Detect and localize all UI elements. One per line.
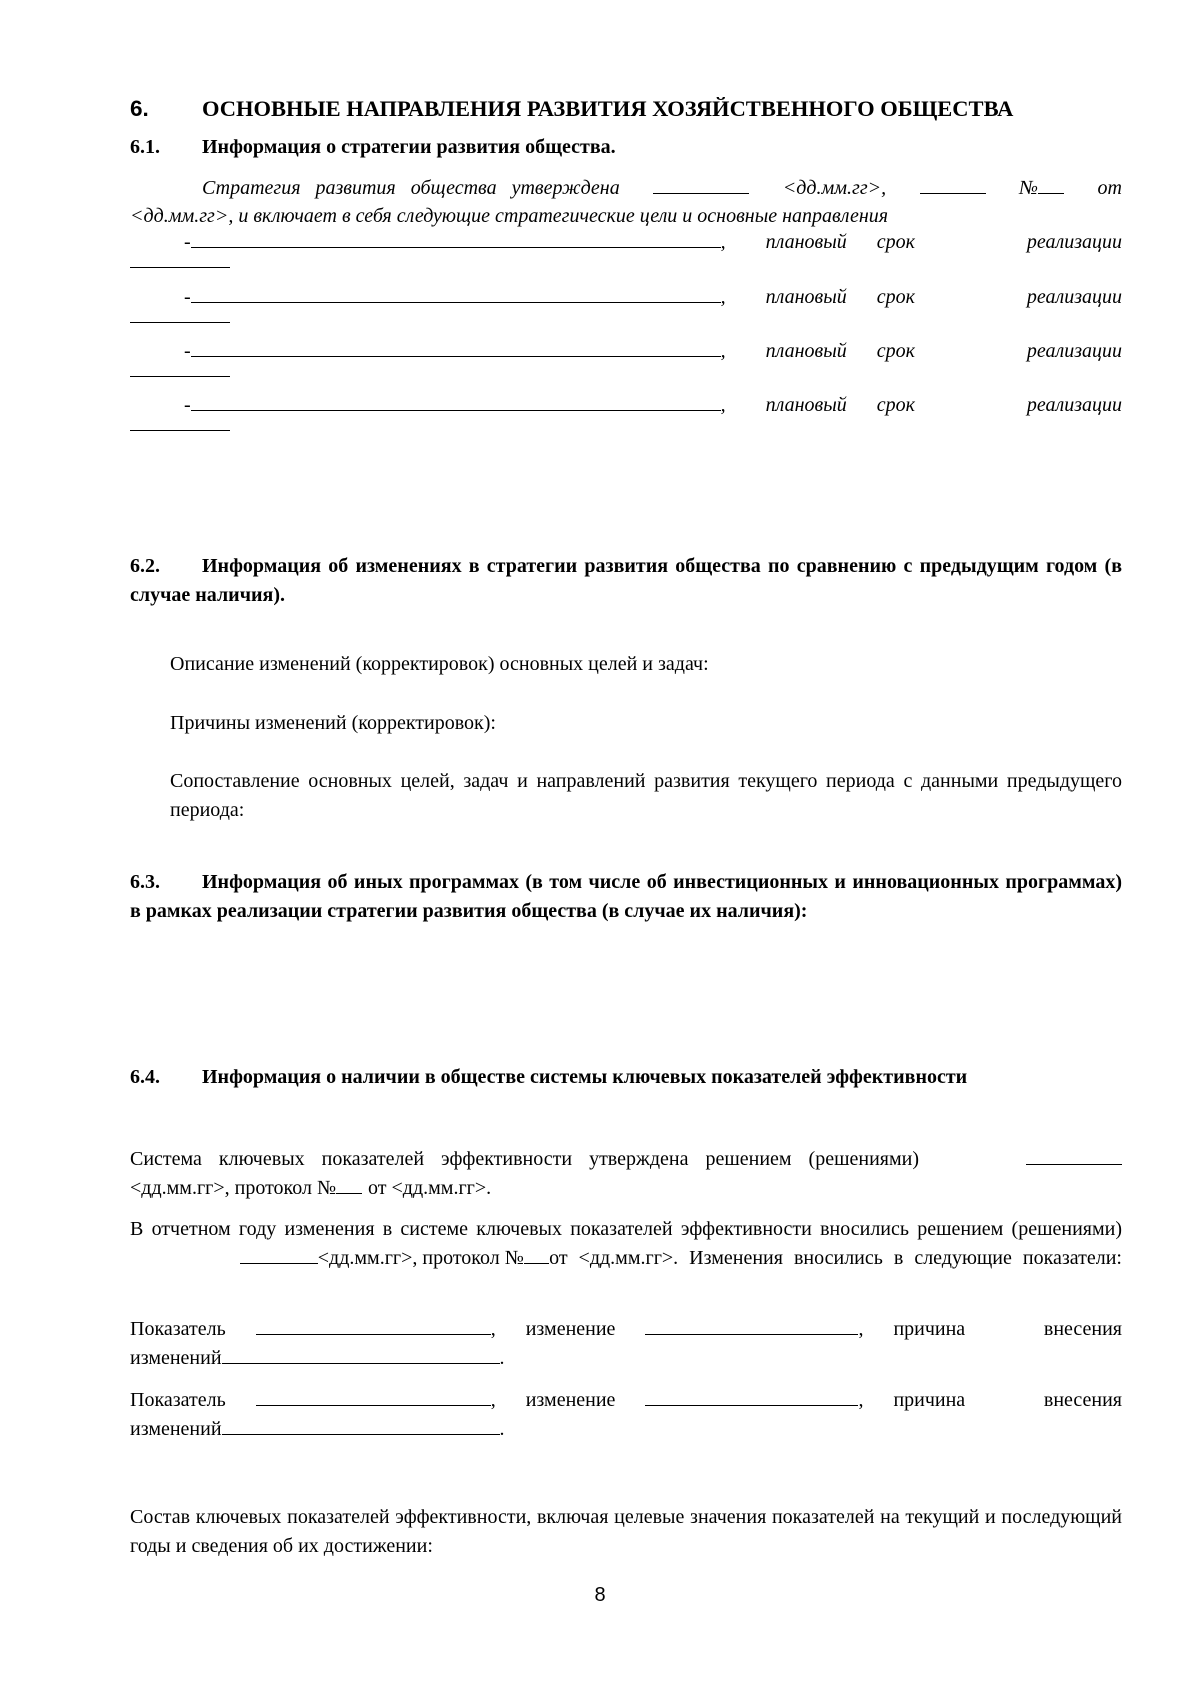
deadline-blank	[130, 420, 230, 431]
goal-line: - , плановый срок реализации	[130, 283, 1122, 323]
section-6-4-number: 6.4.	[130, 1066, 160, 1088]
kpi-composition-paragraph: Состав ключевых показателей эффективности, включая целевые значения показателей на текущий и последующий годы и сведения об их достижении:	[130, 1506, 1122, 1557]
approval-doc-blank	[920, 174, 986, 194]
kpi-changes-protocol-blank	[524, 1244, 549, 1264]
deadline-blank	[130, 366, 230, 377]
section-6-2-heading	[130, 552, 1122, 610]
kpi-protocol-number-blank	[336, 1174, 362, 1194]
indicator-reason-blank	[222, 1415, 500, 1435]
kpi-approval-text: Система ключевых показателей эффективности утверждена решением (решениями)	[130, 1148, 919, 1170]
goal-blank	[191, 337, 721, 357]
section-6-1-number: 6.1.	[130, 136, 160, 158]
document-page	[130, 0, 1122, 1697]
section-6-1-title: Информация о стратегии развития общества.	[202, 136, 616, 158]
strategy-approved-text: Стратегия развития общества утверждена	[202, 177, 620, 199]
deadline-blank	[130, 257, 230, 268]
indicator-change-blank	[645, 1315, 858, 1335]
changes-description-label: Описание изменений (корректировок) основных целей и задач:	[170, 653, 709, 675]
kpi-approval-body-blank	[1026, 1145, 1122, 1165]
goal-line: - , плановый срок реализации	[130, 391, 1122, 431]
indicator-reason-blank	[222, 1344, 500, 1364]
kpi-changes-body-blank	[240, 1244, 318, 1264]
indicator-change-blank	[645, 1386, 858, 1406]
deadline-blank	[130, 312, 230, 323]
section-6-3-title: Информация об иных программах (в том числе об инвестиционных и инновационных программах) в рамках реализации стратегии развития общества (в случае их наличия):	[130, 871, 1122, 922]
section-6-number: 6.	[130, 96, 149, 121]
goal-line: - , плановый срок реализации	[130, 337, 1122, 377]
indicator-name-blank	[256, 1315, 491, 1335]
from-word: от	[1097, 177, 1122, 199]
number-sign: №	[1019, 177, 1039, 199]
goal-line: - , плановый срок реализации	[130, 228, 1122, 268]
goals-comparison-label: Сопоставление основных целей, задач и направлений развития текущего периода с данными предыдущего периода:	[170, 770, 1122, 821]
kpi-changes-paragraph: В отчетном году изменения в системе ключевых показателей эффективности вносились решением (решениями) <дд.мм.гг>, протокол № от <дд.мм.гг>. Изменения вносились в следующие показатели:	[130, 1218, 1122, 1269]
section-6-1-heading	[130, 133, 1122, 162]
indicator-name-blank	[256, 1386, 491, 1406]
section-6-4-heading	[130, 1063, 1122, 1092]
kpi-approval-paragraph: Система ключевых показателей эффективности утверждена решением (решениями) <дд.мм.гг>, протокол № от <дд.мм.гг>.	[130, 1145, 1122, 1203]
goal-blank	[191, 283, 721, 303]
strategy-goals-intro: <дд.мм.гг>, и включает в себя следующие стратегические цели и основные направления	[130, 205, 889, 227]
protocol-number-blank	[1038, 174, 1064, 194]
goal-blank	[191, 391, 721, 411]
section-6-2-title: Информация об изменениях в стратегии развития общества по сравнению с предыдущим годом (в случае наличия).	[130, 555, 1122, 606]
changes-reasons-label: Причины изменений (корректировок):	[170, 712, 496, 734]
approval-date-placeholder: <дд.мм.гг>,	[782, 177, 887, 199]
section-6-heading	[130, 96, 1122, 122]
section-6-2-number: 6.2.	[130, 555, 160, 577]
section-6-4-title: Информация о наличии в обществе системы ключевых показателей эффективности	[202, 1066, 968, 1088]
page-number: 8	[594, 1584, 606, 1606]
indicator-row: Показатель , изменение , причина внесения изменений .	[130, 1315, 1122, 1373]
indicator-row: Показатель , изменение , причина внесения изменений .	[130, 1386, 1122, 1444]
section-6-3-heading	[130, 868, 1122, 926]
section-6-title: ОСНОВНЫЕ НАПРАВЛЕНИЯ РАЗВИТИЯ ХОЗЯЙСТВЕННОГО ОБЩЕСТВА	[202, 96, 1014, 121]
strategy-approval-line	[130, 174, 1122, 203]
section-6-3-number: 6.3.	[130, 871, 160, 893]
approval-body-blank	[653, 174, 749, 194]
goal-blank	[191, 228, 721, 248]
